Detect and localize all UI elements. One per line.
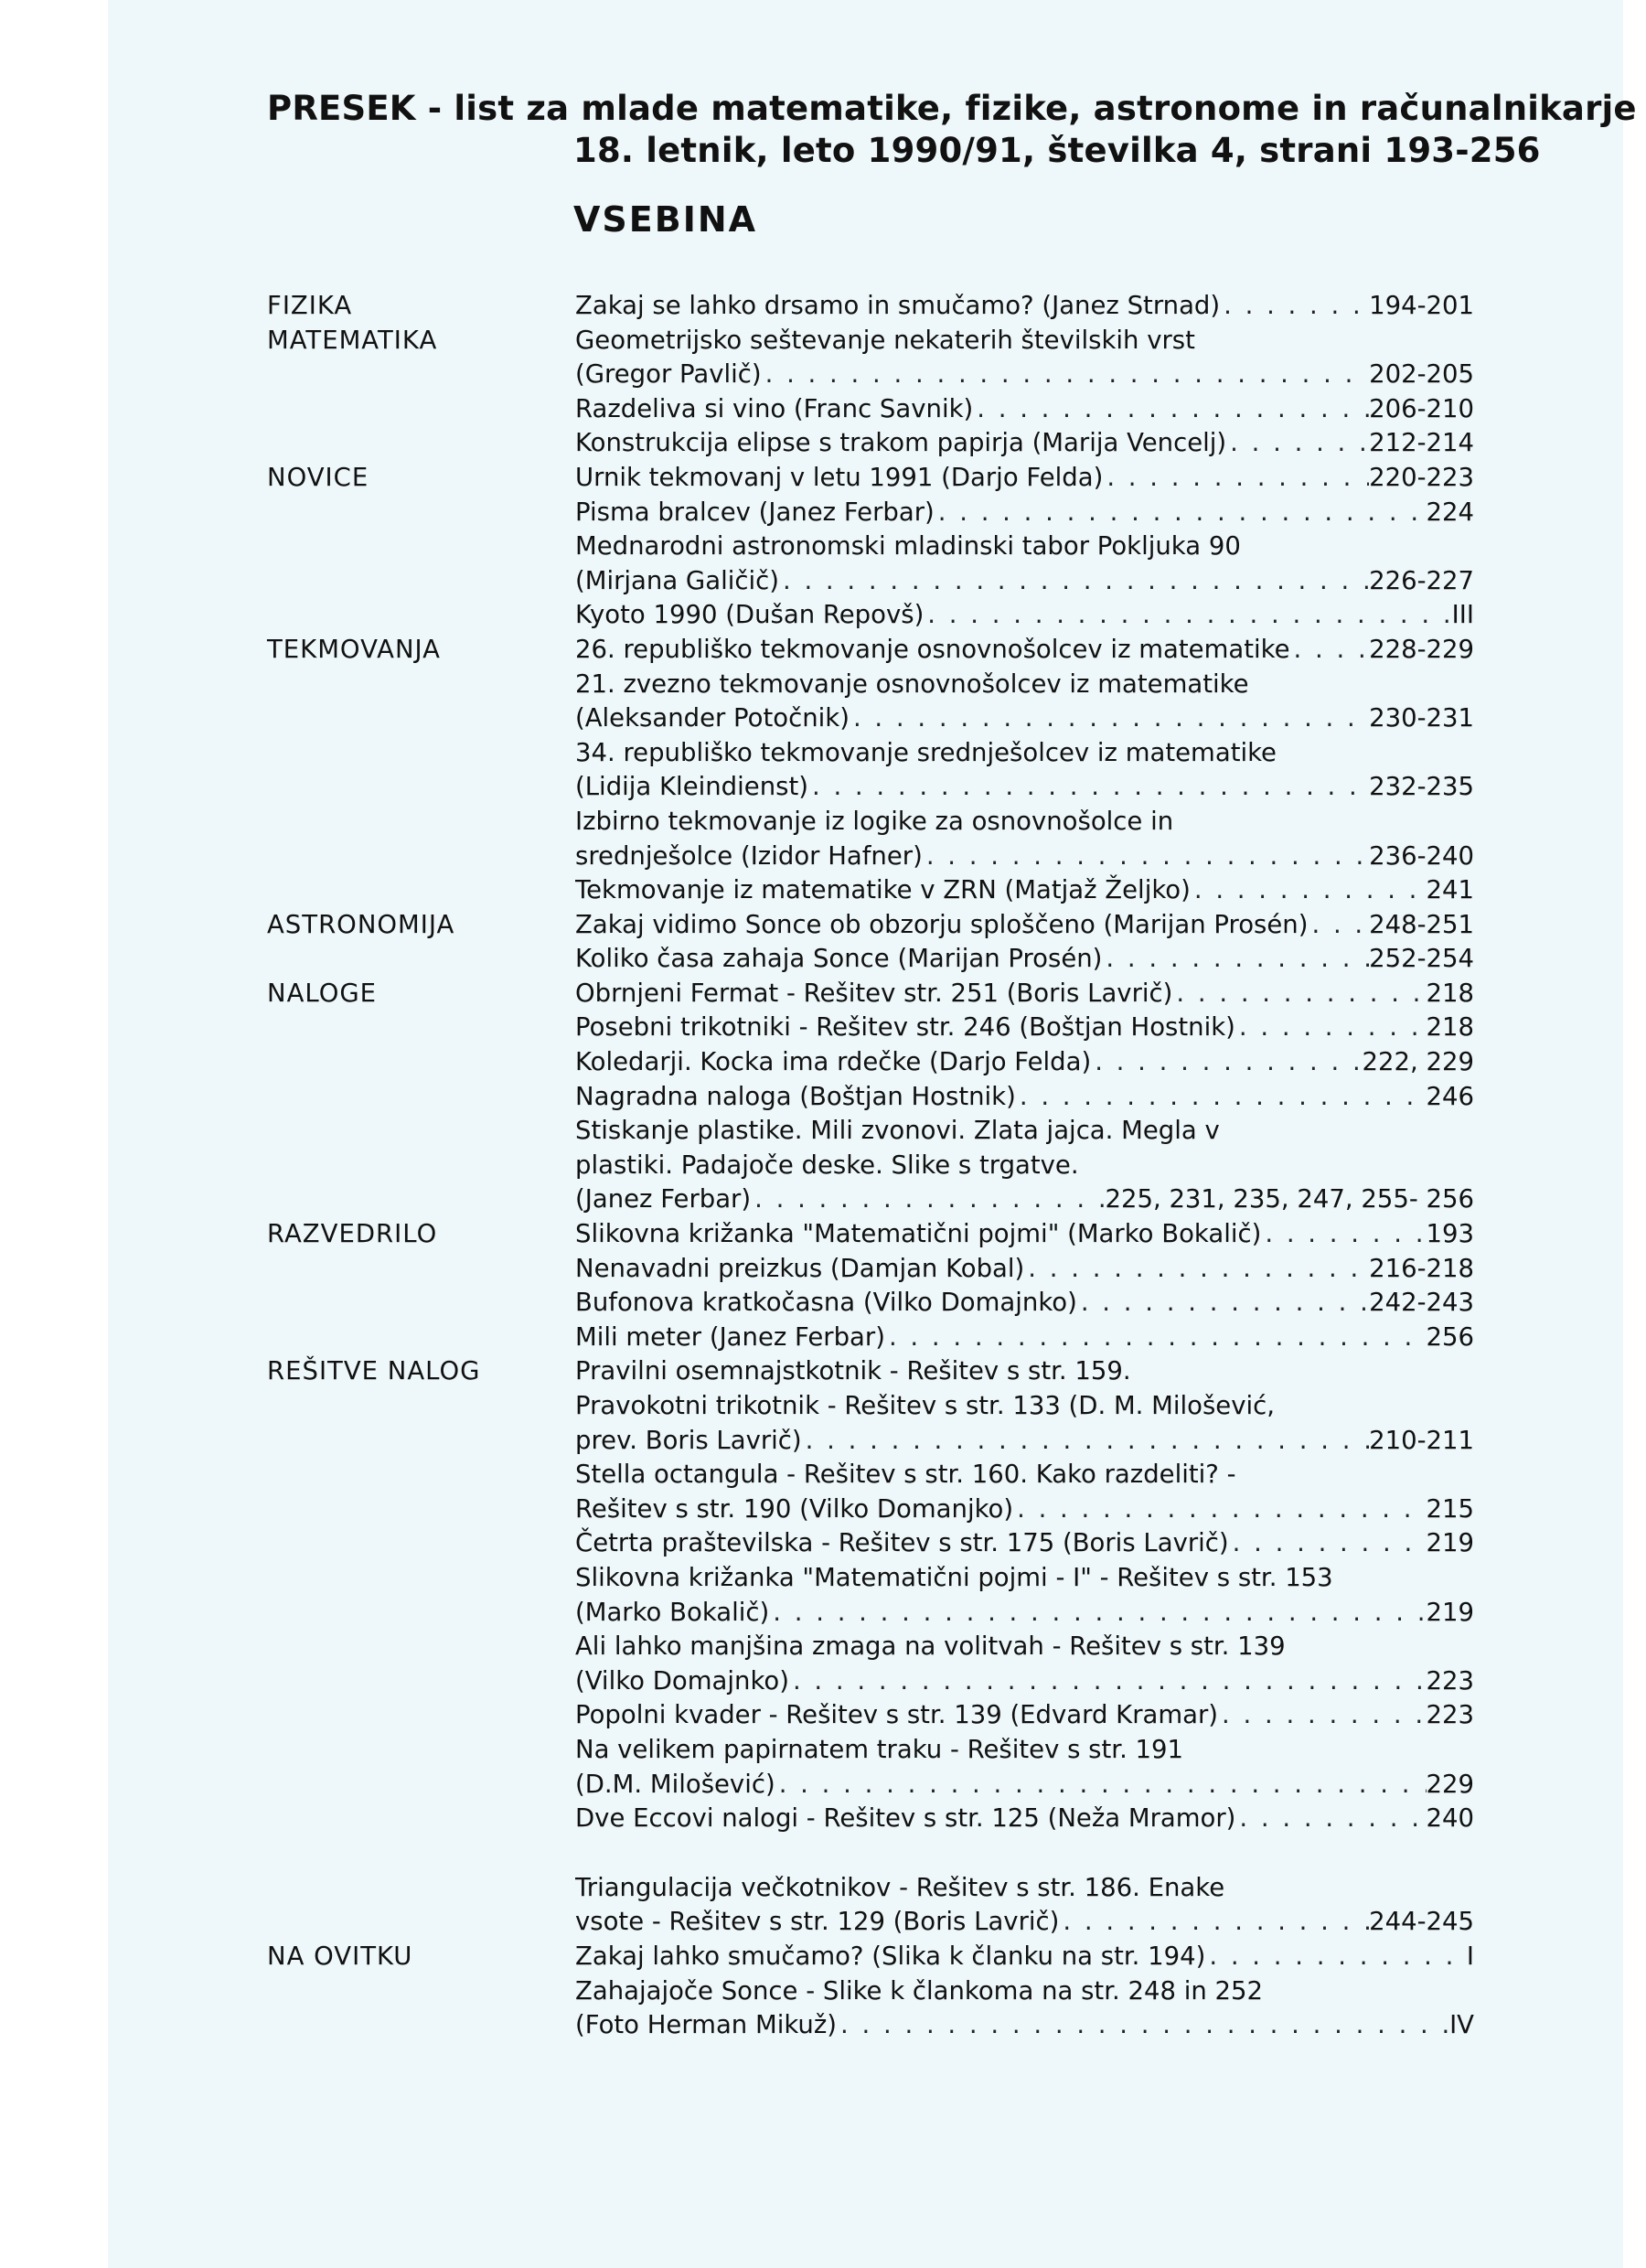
- entry-last-line: [575, 1321, 1474, 1355]
- masthead-issue: 18. letnik, leto 1990/91, številka 4, strani 193-256: [573, 131, 1541, 170]
- dot-leader: [1235, 1802, 1426, 1836]
- entry-last-line: [575, 840, 1474, 874]
- toc-entry: [575, 668, 1474, 736]
- entry-last-line: [575, 564, 1474, 599]
- dot-leader: [1013, 1492, 1426, 1527]
- masthead: [267, 88, 1637, 172]
- toc-entry: [575, 1252, 1474, 1287]
- toc-section: [267, 461, 1474, 633]
- entry-title-line: Ali lahko manjšina zmaga na volitvah - Rešitev s str. 139: [575, 1631, 1286, 1662]
- toc-section: [267, 1354, 1474, 1835]
- toc-entry: [575, 1871, 1474, 1940]
- page-number: 206-210: [1369, 393, 1474, 423]
- toc-entry: [575, 1217, 1474, 1252]
- dot-leader: [935, 496, 1427, 530]
- entry-title-line: Geometrijsko seštevanje nekaterih številskih vrst: [575, 325, 1195, 355]
- dot-leader: [1102, 942, 1369, 977]
- entry-title-line: Triangulacija večkotnikov - Rešitev s str. 186. Enake: [575, 1872, 1225, 1902]
- toc-entry: [575, 496, 1474, 530]
- toc-entry: [575, 461, 1474, 496]
- entry-title-line: Stiskanje plastike. Mili zvonovi. Zlata jajca. Megla v: [575, 1116, 1220, 1146]
- entry-last-line: [575, 461, 1474, 496]
- entry-title: (Gregor Pavlič): [575, 359, 762, 390]
- entry-last-line: [575, 633, 1474, 668]
- entry-title: Nagradna naloga (Boštjan Hostnik): [575, 1081, 1016, 1111]
- dot-leader: [1205, 1940, 1467, 1974]
- entry-last-line: [575, 496, 1474, 530]
- page-number: I: [1466, 1941, 1474, 1971]
- dot-leader: [1218, 1698, 1426, 1733]
- section-label: TEKMOVANJA: [267, 634, 441, 664]
- entry-title: prev. Boris Lavrič): [575, 1425, 802, 1455]
- page-number: III: [1451, 600, 1474, 630]
- entry-last-line: [575, 770, 1474, 805]
- toc-section: [267, 324, 1474, 461]
- section-entries: [575, 461, 1474, 633]
- entry-title: srednješolce (Izidor Hafner): [575, 840, 923, 871]
- entry-last-line: [575, 1011, 1474, 1045]
- page-number: 218: [1426, 978, 1474, 1008]
- toc-entry: [575, 1802, 1474, 1836]
- entry-last-line: [575, 358, 1474, 392]
- entry-title-line: plastiki. Padajoče deske. Slike s trgatve.: [575, 1150, 1079, 1180]
- section-entries: [575, 633, 1474, 908]
- entry-title: Dve Eccovi nalogi - Rešitev s str. 125 (Neža Mramor): [575, 1803, 1236, 1834]
- page-number: 252-254: [1369, 944, 1474, 974]
- entry-last-line: [575, 908, 1474, 943]
- dot-leader: [1235, 1011, 1427, 1045]
- toc-section: [267, 1871, 1474, 1940]
- entry-title-line: Pravilni osemnajstkotnik - Rešitev s str. 159.: [575, 1356, 1131, 1386]
- toc-entry: [575, 1526, 1474, 1561]
- section-label: RAZVEDRILO: [267, 1219, 438, 1249]
- section-label: NA OVITKU: [267, 1941, 413, 1971]
- toc-entry: [575, 1286, 1474, 1321]
- entry-last-line: [575, 1802, 1474, 1836]
- entry-title: (Janez Ferbar): [575, 1184, 752, 1214]
- toc-entry: [575, 1630, 1474, 1698]
- entry-title: Četrta praštevilska - Rešitev s str. 175 (Boris Lavrič): [575, 1528, 1229, 1558]
- dot-leader: [1103, 461, 1369, 496]
- dot-leader: [789, 1664, 1427, 1699]
- toc-entry: [575, 805, 1474, 873]
- dot-leader: [779, 564, 1369, 599]
- dot-leader: [808, 770, 1369, 805]
- toc-entry: [575, 1045, 1474, 1080]
- toc-entry: [575, 426, 1474, 461]
- entry-title-line: Pravokotni trikotnik - Rešitev s str. 133 (D. M. Milošević,: [575, 1391, 1276, 1420]
- section-entries: [575, 908, 1474, 977]
- page-number: 228-229: [1369, 634, 1474, 664]
- dot-leader: [1229, 1526, 1427, 1561]
- dot-leader: [837, 2008, 1449, 2043]
- page-number: 193: [1426, 1219, 1474, 1249]
- entry-last-line: [575, 1664, 1474, 1699]
- table-of-contents: [267, 289, 1474, 2043]
- entry-title: (Aleksander Potočnik): [575, 703, 850, 733]
- entry-title: Koledarji. Kocka ima rdečke (Darjo Felda): [575, 1047, 1092, 1077]
- toc-entry: [575, 736, 1474, 805]
- entry-title: (Lidija Kleindienst): [575, 772, 808, 802]
- page-number: 225, 231, 235, 247, 255- 256: [1105, 1184, 1474, 1214]
- dot-leader: [1016, 1080, 1427, 1115]
- section-label: REŠITVE NALOG: [267, 1356, 481, 1386]
- toc-entry: [575, 1733, 1474, 1802]
- entry-title-line: Stella octangula - Rešitev s str. 160. Kako razdeliti? -: [575, 1460, 1236, 1490]
- toc-entry: [575, 1940, 1474, 1974]
- entry-title-line: Izbirno tekmovanje iz logike za osnovnošolce in: [575, 806, 1174, 836]
- page-number: 223: [1426, 1700, 1474, 1730]
- entry-title: vsote - Rešitev s str. 129 (Boris Lavrič): [575, 1907, 1060, 1937]
- entry-title: Obrnjeni Fermat - Rešitev str. 251 (Boris Lavrič): [575, 978, 1173, 1008]
- page-number: 218: [1426, 1012, 1474, 1043]
- entry-title: (Vilko Domajnko): [575, 1665, 789, 1696]
- page-number: 248-251: [1369, 909, 1474, 939]
- entry-last-line: [575, 392, 1474, 427]
- dot-leader: [924, 598, 1451, 633]
- entry-last-line: [575, 1424, 1474, 1459]
- toc-entry: [575, 633, 1474, 668]
- dot-leader: [775, 1768, 1427, 1803]
- entry-title: (Foto Herman Mikuž): [575, 2010, 838, 2040]
- page-number: IV: [1449, 2010, 1474, 2040]
- entry-last-line: [575, 1905, 1474, 1940]
- dot-leader: [751, 1182, 1105, 1217]
- masthead-title: PRESEK - list za mlade matematike, fizike, astronome in računalnikarje: [267, 89, 1637, 128]
- entry-title: Nenavadni preizkus (Damjan Kobal): [575, 1253, 1025, 1283]
- dot-leader: [1059, 1905, 1369, 1940]
- dot-leader: [762, 358, 1370, 392]
- toc-section: [267, 633, 1474, 908]
- section-entries: [575, 1217, 1474, 1354]
- entry-last-line: [575, 1080, 1474, 1115]
- entry-title: Popolni kvader - Rešitev s str. 139 (Edvard Kramar): [575, 1700, 1219, 1730]
- dot-leader: [923, 840, 1369, 874]
- entry-title: Pisma bralcev (Janez Ferbar): [575, 497, 935, 527]
- section-label: MATEMATIKA: [267, 325, 438, 355]
- page-number: 223: [1426, 1665, 1474, 1696]
- page-number: 236-240: [1369, 840, 1474, 871]
- toc-entry: [575, 392, 1474, 427]
- page-number: 194-201: [1369, 291, 1474, 320]
- entry-last-line: [575, 1217, 1474, 1252]
- entry-last-line: [575, 1286, 1474, 1321]
- entry-title: Zakaj vidimo Sonce ob obzorju sploščeno (Marijan Prosén): [575, 909, 1309, 939]
- section-entries: [575, 1354, 1474, 1835]
- contents-title: VSEBINA: [573, 199, 758, 240]
- page-number: 210-211: [1369, 1425, 1474, 1455]
- section-entries: [575, 977, 1474, 1217]
- section-entries: [575, 1940, 1474, 2043]
- dot-leader: [973, 392, 1369, 427]
- entry-title: Urnik tekmovanj v letu 1991 (Darjo Felda): [575, 462, 1104, 492]
- page-number: 220-223: [1369, 462, 1474, 492]
- section-entries: [575, 1871, 1474, 1940]
- page-number: 222, 229: [1362, 1047, 1474, 1077]
- toc-entry: [575, 598, 1474, 633]
- toc-entry: [575, 1321, 1474, 1355]
- entry-title-line: Na velikem papirnatem traku - Rešitev s str. 191: [575, 1734, 1184, 1764]
- page-number: 230-231: [1369, 703, 1474, 733]
- entry-last-line: [575, 701, 1474, 736]
- entry-title: Rešitev s str. 190 (Vilko Domanjko): [575, 1493, 1014, 1524]
- entry-title-line: Zahajajoče Sonce - Slike k člankoma na str. 248 in 252: [575, 1975, 1263, 2006]
- entry-last-line: [575, 1252, 1474, 1287]
- dot-leader: [1261, 1217, 1426, 1252]
- page-number: 246: [1426, 1081, 1474, 1111]
- toc-entry: [575, 1114, 1474, 1217]
- section-label: NALOGE: [267, 978, 378, 1008]
- dot-leader: [850, 701, 1369, 736]
- toc-entry: [575, 1354, 1474, 1458]
- entry-title: 26. republiško tekmovanje osnovnošolcev iz matematike: [575, 634, 1290, 664]
- entry-title-line: 21. zvezno tekmovanje osnovnošolcev iz matematike: [575, 669, 1249, 699]
- dot-leader: [1024, 1252, 1369, 1287]
- page-number: 202-205: [1369, 359, 1474, 390]
- dot-leader: [1290, 633, 1370, 668]
- entry-last-line: [575, 1768, 1474, 1803]
- toc-entry: [575, 942, 1474, 977]
- entry-title: Zakaj se lahko drsamo in smučamo? (Janez Strnad): [575, 291, 1221, 320]
- toc-section: [267, 1217, 1474, 1354]
- page-number: 216-218: [1369, 1253, 1474, 1283]
- toc-entry: [575, 530, 1474, 598]
- toc-entry: [575, 977, 1474, 1011]
- entry-last-line: [575, 2008, 1474, 2043]
- page-number: 212-214: [1369, 428, 1474, 458]
- page-number: 232-235: [1369, 772, 1474, 802]
- dot-leader: [1191, 873, 1427, 908]
- section-entries: [575, 289, 1474, 324]
- page-number: 244-245: [1369, 1907, 1474, 1937]
- page-number: 224: [1426, 497, 1474, 527]
- toc-section: [267, 977, 1474, 1217]
- dot-leader: [885, 1321, 1427, 1355]
- section-label: FIZIKA: [267, 291, 353, 320]
- entry-title: Kyoto 1990 (Dušan Repovš): [575, 600, 925, 630]
- dot-leader: [1308, 908, 1369, 943]
- entry-title: Slikovna križanka "Matematični pojmi" (Marko Bokalič): [575, 1219, 1262, 1249]
- entry-title: Mili meter (Janez Ferbar): [575, 1321, 885, 1352]
- entry-title: Posebni trikotniki - Rešitev str. 246 (Boštjan Hostnik): [575, 1012, 1235, 1043]
- page-number: 226-227: [1369, 565, 1474, 595]
- section-entries: [575, 324, 1474, 461]
- toc-entry: [575, 873, 1474, 908]
- entry-last-line: [575, 1940, 1474, 1974]
- entry-last-line: [575, 598, 1474, 633]
- entry-title: Tekmovanje iz matematike v ZRN (Matjaž Željko): [575, 875, 1191, 905]
- section-label: NOVICE: [267, 462, 369, 492]
- page-number: 219: [1426, 1597, 1474, 1627]
- page-number: 240: [1426, 1803, 1474, 1834]
- toc-section: [267, 908, 1474, 977]
- page-number: 219: [1426, 1528, 1474, 1558]
- page-number: 242-243: [1369, 1288, 1474, 1318]
- section-label: ASTRONOMIJA: [267, 909, 455, 939]
- entry-last-line: [575, 1698, 1474, 1733]
- section-label: [267, 1871, 575, 1940]
- dot-leader: [1091, 1045, 1362, 1080]
- entry-title: Razdeliva si vino (Franc Savnik): [575, 393, 974, 423]
- toc-entry: [575, 908, 1474, 943]
- page-number: 241: [1426, 875, 1474, 905]
- toc-entry: [575, 1080, 1474, 1115]
- toc-entry: [575, 1974, 1474, 2043]
- entry-title: Bufonova kratkočasna (Vilko Domajnko): [575, 1288, 1077, 1318]
- entry-last-line: [575, 873, 1474, 908]
- entry-title: (Mirjana Galičič): [575, 565, 779, 595]
- entry-last-line: [575, 1492, 1474, 1527]
- toc-entry: [575, 1561, 1474, 1630]
- entry-last-line: [575, 289, 1474, 324]
- entry-title: Konstrukcija elipse s trakom papirja (Marija Vencelj): [575, 428, 1227, 458]
- entry-title-line: Mednarodni astronomski mladinski tabor Pokljuka 90: [575, 531, 1241, 562]
- toc-entry: [575, 1011, 1474, 1045]
- dot-leader: [802, 1424, 1369, 1459]
- entry-last-line: [575, 1596, 1474, 1631]
- toc-entry: [575, 289, 1474, 324]
- dot-leader: [1172, 977, 1426, 1011]
- entry-last-line: [575, 1182, 1474, 1217]
- page-number: 229: [1426, 1769, 1474, 1799]
- entry-last-line: [575, 977, 1474, 1011]
- toc-entry: [575, 1698, 1474, 1733]
- entry-last-line: [575, 426, 1474, 461]
- entry-title: Koliko časa zahaja Sonce (Marijan Prosén): [575, 944, 1103, 974]
- dot-leader: [1226, 426, 1369, 461]
- entry-title: (Marko Bokalič): [575, 1597, 770, 1627]
- toc-section: [267, 289, 1474, 324]
- entry-last-line: [575, 1045, 1474, 1080]
- dot-leader: [1077, 1286, 1369, 1321]
- entry-last-line: [575, 942, 1474, 977]
- entry-title: (D.M. Milošević): [575, 1769, 775, 1799]
- page-number: 215: [1426, 1493, 1474, 1524]
- dot-leader: [769, 1596, 1426, 1631]
- dot-leader: [1220, 289, 1369, 324]
- entry-title-line: 34. republiško tekmovanje srednješolcev iz matematike: [575, 737, 1277, 767]
- entry-title: Zakaj lahko smučamo? (Slika k članku na str. 194): [575, 1941, 1206, 1971]
- entry-last-line: [575, 1526, 1474, 1561]
- toc-section: [267, 1940, 1474, 2043]
- entry-title-line: Slikovna križanka "Matematični pojmi - I" - Rešitev s str. 153: [575, 1562, 1333, 1592]
- toc-entry: [575, 1458, 1474, 1526]
- page-number: 256: [1426, 1321, 1474, 1352]
- toc-entry: [575, 324, 1474, 392]
